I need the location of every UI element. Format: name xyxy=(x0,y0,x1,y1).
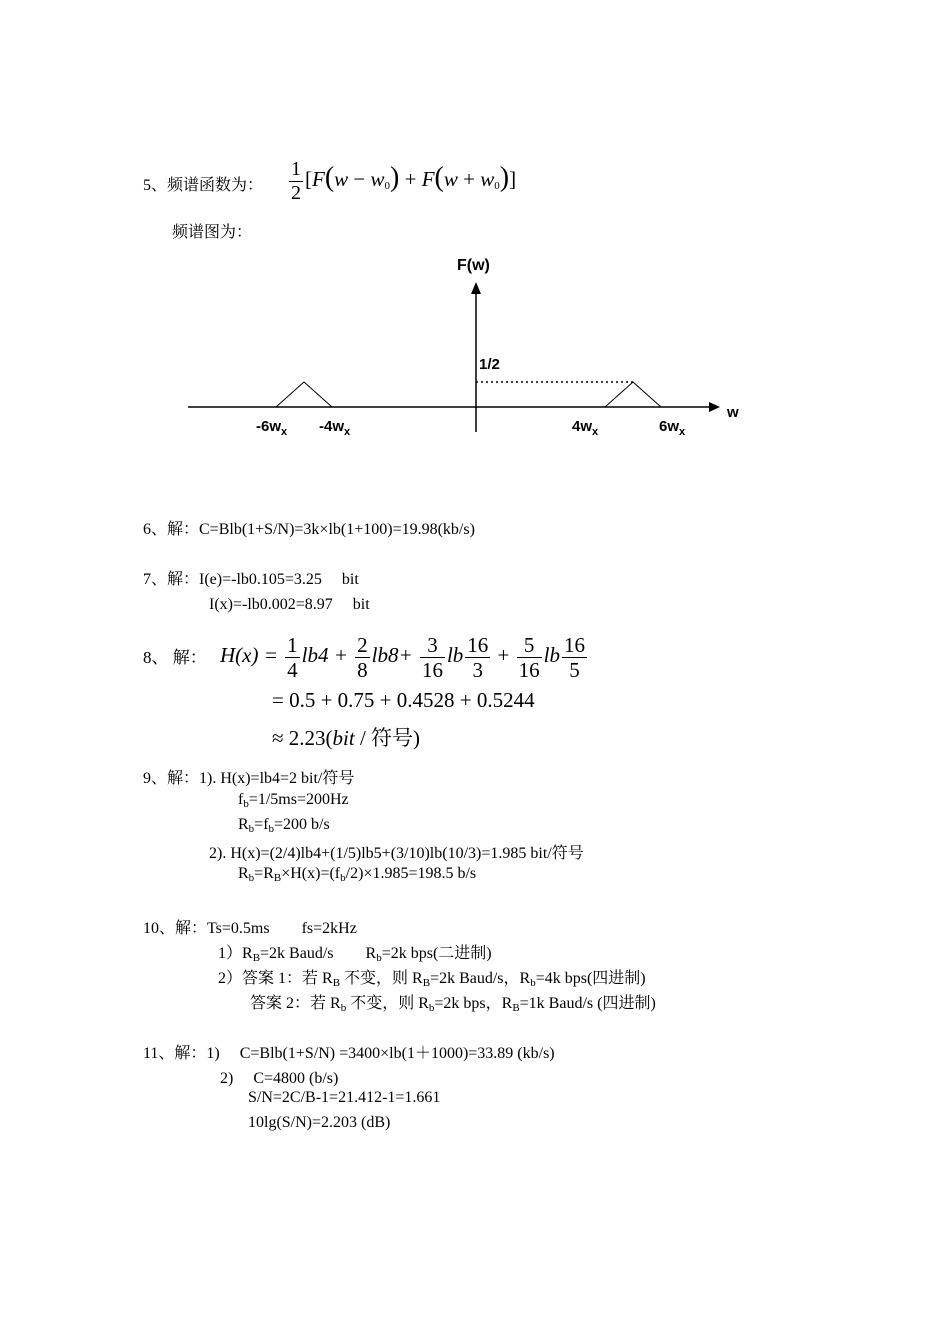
q10-line3: 2）答案 1：若 $R_B$ 不变，则 $R_B=2k$ Baud/s，$R_b=4k$ bps(四进制) xyxy=(218,970,646,989)
q8-formula-line3: ≈ 2.23(bit / 符号) xyxy=(272,726,421,750)
tick-label-neg6: $-6w_x$ xyxy=(256,418,288,438)
tick-label-pos6: $6w_x$ xyxy=(659,418,686,438)
left-spectrum-triangle xyxy=(276,382,332,407)
q5-formula: $\frac{1}{2}$ $[F(w - w_0) + F(w + w_0)]$ xyxy=(291,157,517,204)
q8-frac-16-3: $\frac{16}{3}$ xyxy=(467,632,489,682)
q8-label: 8、 解： xyxy=(143,648,207,667)
q11-line1: 11、解：1) C=Blb(1+S/N) =3400×lb(1＋1000)=33.89 (kb/s) xyxy=(143,1045,555,1062)
q5-sublabel: 频谱图为： xyxy=(172,224,253,241)
q7-line1: 7、解：I(e)=-lb0.105=3.25 bit xyxy=(143,571,359,588)
f-axis-arrow-icon xyxy=(471,282,481,294)
q8-frac-16-5: $\frac{16}{5}$ xyxy=(563,632,585,682)
q10-line2: $1)R_B=2k$ Baud/s $R_b=2k$ bps(二进制) xyxy=(218,945,492,964)
q8-frac-2-8: $\frac{2}{8}$ xyxy=(357,632,368,682)
q10-line4: 答案 2：若 $R_b$ 不变，则 $R_b=2k$ bps，$R_B=1k$ Baud/s (四进制) xyxy=(250,995,656,1014)
q8-frac-3-16: $\frac{3}{16}$ xyxy=(421,632,443,682)
q8-frac-5-16: $\frac{5}{16}$ xyxy=(518,632,540,682)
q9-line2: $f_b=1/5ms=200Hz$ xyxy=(238,791,349,810)
q11-line2: 2) C=4800 (b/s) xyxy=(220,1070,339,1087)
f-axis-label: F(w) xyxy=(457,257,490,274)
w-axis-arrow-icon xyxy=(709,402,720,412)
q8-formula-line2: = 0.5 + 0.75 + 0.4528 + 0.5244 xyxy=(272,688,535,712)
q5-coef-fraction: $\frac{1}{2}$ xyxy=(291,157,301,204)
q5-label: 5、频谱函数为： xyxy=(143,177,264,194)
q9-line4: 2). H(x)=(2/4)lb4+(1/5)lb5+(3/10)lb(10/3)=1.985 bit/符号 xyxy=(209,845,584,862)
q8-frac-1-4: $\frac{1}{4}$ xyxy=(287,632,298,682)
q6-line: 6、解：C=Blb(1+S/N)=3k×lb(1+100)=19.98(kb/s) xyxy=(143,521,475,538)
tick-label-neg4: $-4w_x$ xyxy=(319,418,351,438)
q9-line1: 9、解：1). H(x)=lb4=2 bit/符号 xyxy=(143,770,355,787)
tick-label-pos4: $4w_x$ xyxy=(572,418,599,438)
q11-line4: 10lg(S/N)=2.203 (dB) xyxy=(248,1114,391,1131)
right-spectrum-triangle xyxy=(605,382,661,407)
q10-line1: 10、解：Ts=0.5ms fs=2kHz xyxy=(143,920,357,937)
q9-line3: $R_b=f_b=200$ b/s xyxy=(238,816,330,835)
q11-line3: S/N=2C/B-1=21.412-1=1.661 xyxy=(248,1089,441,1106)
height-label: 1/2 xyxy=(479,356,500,373)
spectrum-diagram xyxy=(0,0,950,460)
q8-formula-line1: H(x) = $\frac{1}{4}$ lb4 + $\frac{2}{8}$ lb8+ $\frac{3}{16}$ lb $\frac{16}{3}$ + $\frac{5}{16}$ lb $\frac{16}{5}$ xyxy=(220,632,585,682)
q9-line5: $R_b=R_B\times H(x)=(f_b/2)\times 1.985=198.5$ b/s xyxy=(238,865,477,884)
q7-line2: I(x)=-lb0.002=8.97 bit xyxy=(209,596,370,613)
w-axis-label: w xyxy=(727,404,739,421)
